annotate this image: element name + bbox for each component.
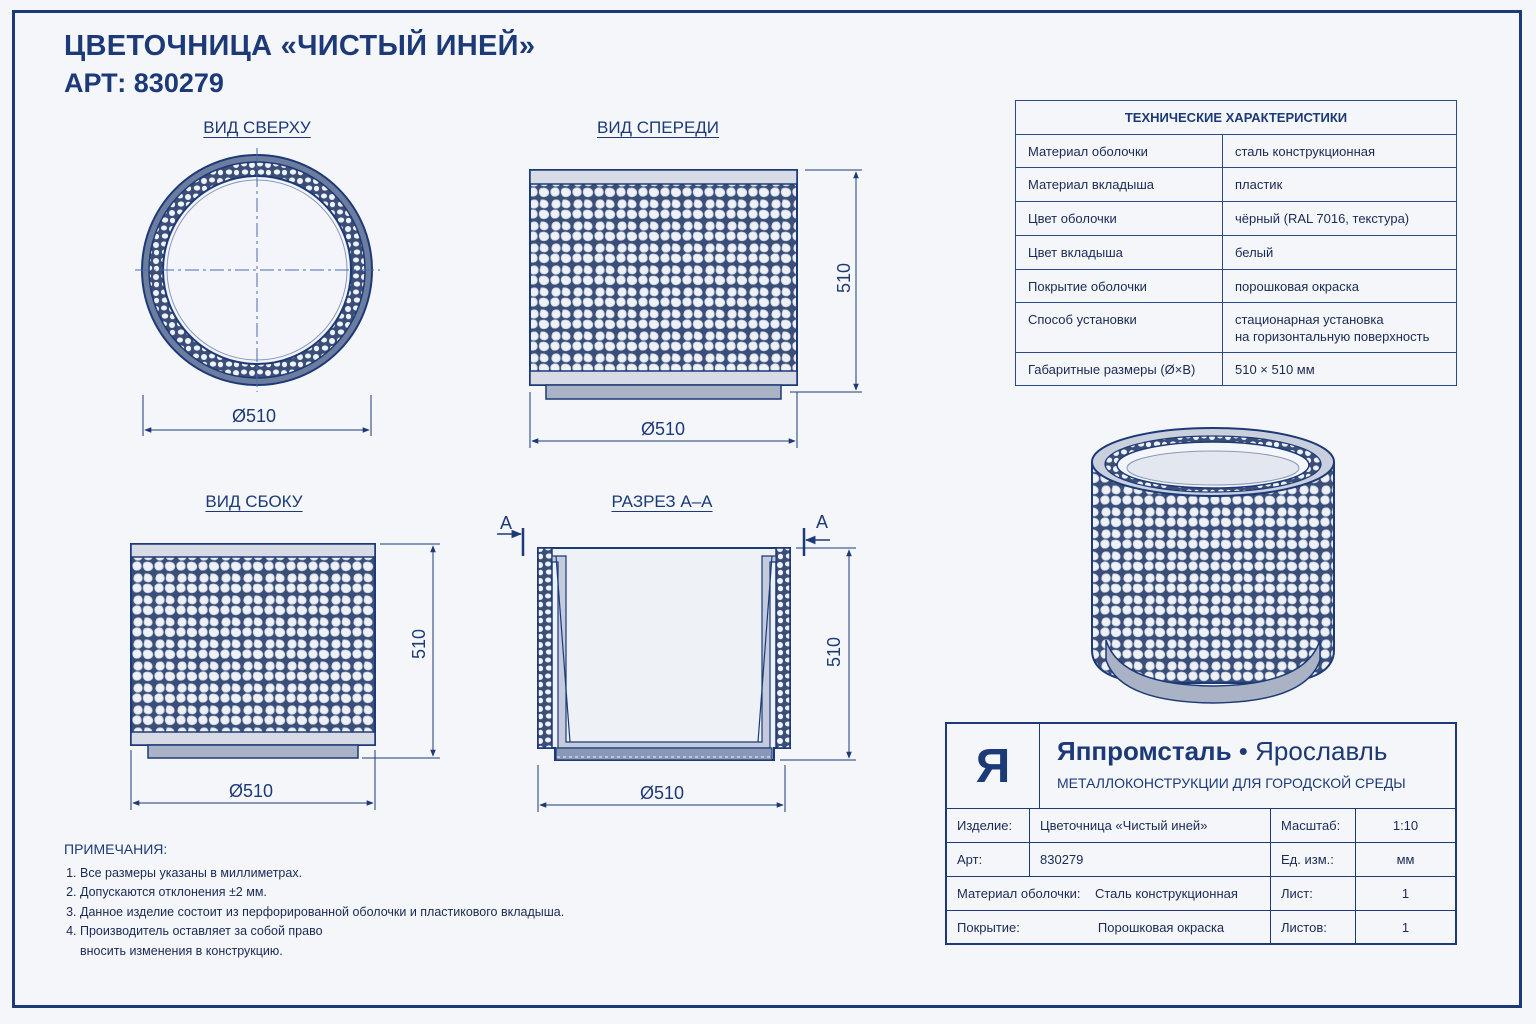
stamp-key: Изделие: — [947, 809, 1030, 843]
title-block — [945, 722, 1457, 945]
notes-block — [64, 840, 564, 962]
note-item — [80, 922, 564, 961]
company-logo-icon: Я — [947, 724, 1040, 808]
dim-front-diameter: Ø510 — [640, 419, 686, 439]
note-item: 3. Данное изделие состоит из перфорированной оболочки и пластикового вкладыша. — [80, 903, 564, 923]
spec-table — [1015, 100, 1457, 386]
spec-key: Материал оболочки — [1016, 135, 1223, 168]
dim-side-diameter: Ø510 — [228, 781, 274, 801]
article-number: АРТ: 830279 — [64, 68, 224, 98]
stamp-key2: Ед. изм.: — [1271, 843, 1356, 877]
stamp-value2: 1 — [1356, 877, 1456, 911]
stamp-key: Покрытие: — [957, 920, 1020, 935]
spec-value-line1: стационарная установка — [1235, 311, 1384, 327]
spec-value: чёрный (RAL 7016, текстура) — [1223, 202, 1457, 236]
stamp-key: Арт: — [947, 843, 1030, 877]
view-label-side: ВИД СБОКУ — [205, 492, 303, 511]
side-view — [131, 544, 440, 810]
stamp-key-value — [947, 877, 1271, 911]
dim-front-height: 510 — [834, 262, 854, 294]
spec-key: Цвет вкладыша — [1016, 236, 1223, 270]
company-city: Ярославль — [1255, 736, 1388, 766]
dim-top-diameter: Ø510 — [231, 406, 277, 426]
view-label-top: ВИД СВЕРХУ — [203, 118, 311, 137]
spec-value: 510 × 510 мм — [1223, 353, 1457, 386]
spec-key: Цвет оболочки — [1016, 202, 1223, 236]
stamp-key-value — [947, 911, 1271, 945]
spec-value: пластик — [1223, 168, 1457, 202]
stamp-key2: Листов: — [1271, 911, 1356, 945]
stamp-value2: 1 — [1356, 911, 1456, 945]
section-mark-right: А — [815, 512, 829, 532]
spec-table-title: ТЕХНИЧЕСКИЕ ХАРАКТЕРИСТИКИ — [1016, 101, 1457, 135]
stamp-value: Порошковая окраска — [1097, 920, 1225, 935]
notes-list — [64, 864, 564, 962]
note-item-continuation: вносить изменения в конструкцию. — [80, 943, 283, 958]
spec-key: Способ установки — [1016, 303, 1223, 353]
top-view — [135, 148, 380, 436]
drawing-title: ЦВЕТОЧНИЦА «ЧИСТЫЙ ИНЕЙ» — [64, 30, 536, 62]
spec-value: порошковая окраска — [1223, 270, 1457, 303]
company-brand: Яппромсталь — [1057, 736, 1232, 766]
dim-section-diameter: Ø510 — [639, 783, 685, 803]
stamp-value: 830279 — [1030, 843, 1271, 877]
stamp-key2: Масштаб: — [1271, 809, 1356, 843]
note-item-text: Производитель оставляет за собой право — [80, 924, 323, 939]
view-label-front: ВИД СПЕРЕДИ — [596, 118, 720, 137]
stamp-value2: мм — [1356, 843, 1456, 877]
stamp-key: Материал оболочки: — [957, 886, 1081, 901]
view-label-section: РАЗРЕЗ А–А — [611, 492, 713, 511]
spec-value: сталь конструкционная — [1223, 135, 1457, 168]
dim-section-height: 510 — [824, 636, 844, 668]
section-mark-left: А — [499, 513, 513, 533]
spec-key: Габаритные размеры (Ø×В) — [1016, 353, 1223, 386]
note-item: 1. Все размеры указаны в миллиметрах. — [80, 864, 564, 884]
section-view — [497, 528, 856, 812]
stamp-value2: 1:10 — [1356, 809, 1456, 843]
stamp-key2: Лист: — [1271, 877, 1356, 911]
company-tagline: МЕТАЛЛОКОНСТРУКЦИИ ДЛЯ ГОРОДСКОЙ СРЕДЫ — [1057, 775, 1406, 791]
isometric-view — [1092, 428, 1334, 703]
title-block-table — [947, 808, 1455, 944]
spec-value-multiline — [1223, 303, 1457, 353]
stamp-value: Цветочница «Чистый иней» — [1030, 809, 1271, 843]
spec-key: Покрытие оболочки — [1016, 270, 1223, 303]
spec-value: белый — [1223, 236, 1457, 270]
spec-key: Материал вкладыша — [1016, 168, 1223, 202]
company-name: Яппромсталь • Ярославль — [1057, 736, 1388, 766]
dim-side-height: 510 — [409, 628, 429, 660]
front-view — [530, 170, 862, 448]
stamp-value: Сталь конструкционная — [1094, 886, 1238, 901]
notes-heading: ПРИМЕЧАНИЯ: — [64, 841, 168, 857]
spec-value-line2: на горизонтальную поверхность — [1235, 328, 1430, 344]
note-item: 2. Допускаются отклонения ±2 мм. — [80, 883, 564, 903]
